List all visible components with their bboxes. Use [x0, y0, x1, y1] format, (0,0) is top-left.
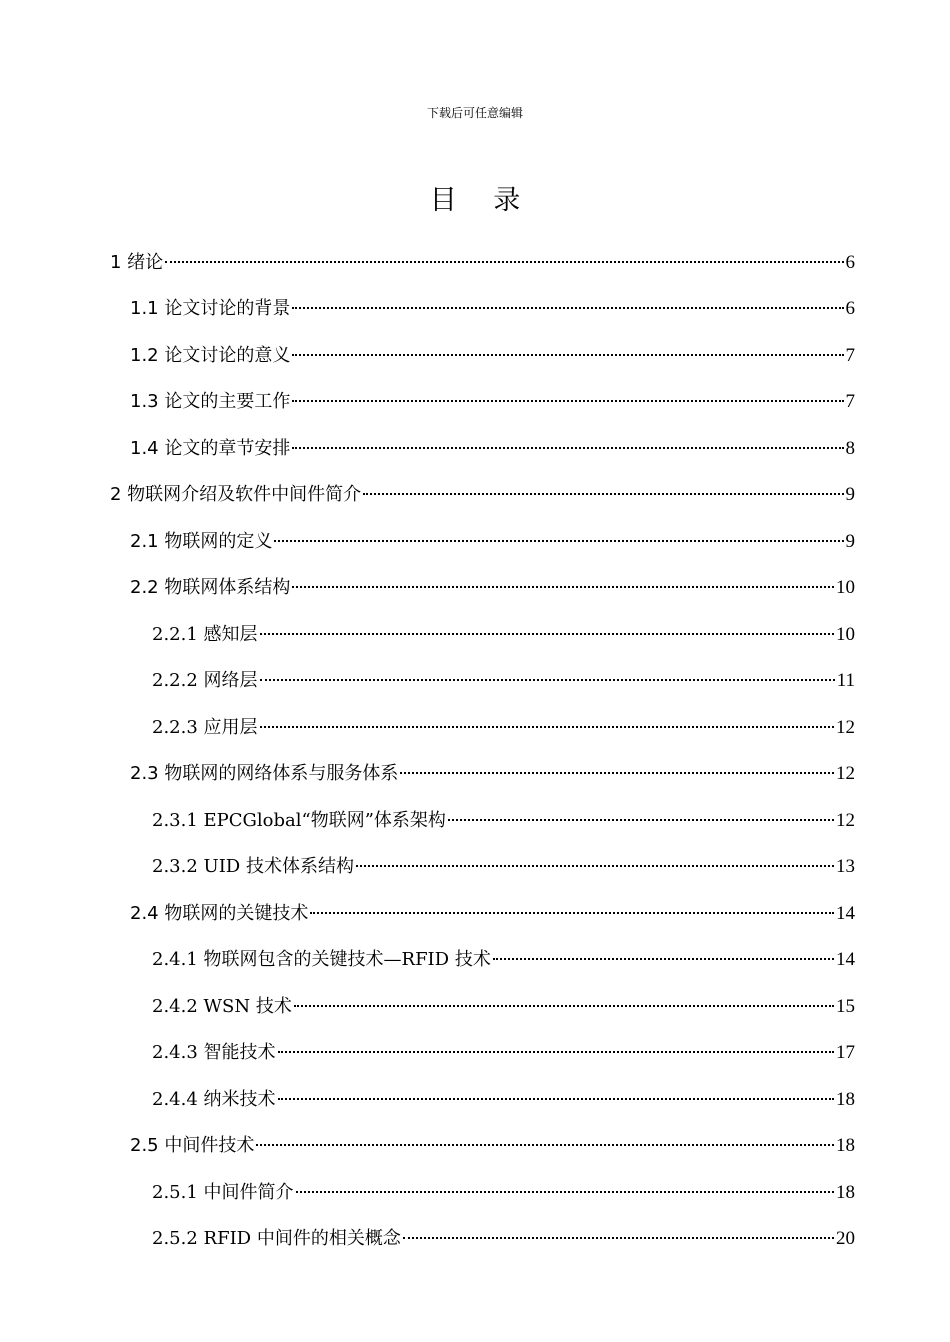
toc-entry-label: 2.3 物联网的网络体系与服务体系 [130, 763, 399, 784]
toc-entry-2-4-4[interactable] [0, 1082, 950, 1118]
toc-entry-label: 2.2.1 感知层 [152, 624, 258, 645]
dot-leader [310, 912, 834, 914]
dot-leader [292, 586, 834, 588]
page-title: 目 录 [429, 185, 535, 216]
toc-entry-label: 2.5.2 RFID 中间件的相关概念 [152, 1228, 401, 1249]
toc-entry-2-4-2[interactable] [0, 989, 950, 1025]
dot-leader [356, 865, 834, 867]
toc-entry-1-4[interactable] [0, 431, 950, 467]
dot-leader [294, 1005, 834, 1007]
toc-entry-page: 17 [836, 1042, 855, 1063]
toc-entry-page: 20 [836, 1228, 855, 1249]
toc-entry-page: 9 [845, 531, 855, 552]
toc-entry-page: 14 [836, 903, 855, 924]
toc-entry-page: 18 [836, 1182, 855, 1203]
header-note: 下载后可任意编辑 [426, 106, 523, 120]
toc-entry-2-3[interactable] [0, 756, 950, 792]
toc-entry-2-2-2[interactable] [0, 663, 950, 699]
dot-leader [278, 1098, 834, 1100]
toc-entry-label: 2.4.3 智能技术 [152, 1042, 276, 1063]
toc-entry-page: 6 [845, 252, 855, 273]
toc-entry-label: 1 绪论 [110, 252, 164, 273]
toc-entry-label: 2.4.1 物联网包含的关键技术—RFID 技术 [152, 949, 491, 970]
toc-entry-page: 12 [836, 810, 855, 831]
toc-entry-1-2[interactable] [0, 338, 950, 374]
dot-leader [493, 958, 834, 960]
dot-leader [274, 540, 843, 542]
toc-entry-page: 7 [845, 391, 855, 412]
toc-entry-page: 8 [845, 438, 855, 459]
toc-entry-2-3-2[interactable] [0, 849, 950, 885]
dot-leader [165, 261, 843, 263]
toc-entry-page: 18 [836, 1135, 855, 1156]
toc-entry-2-4-3[interactable] [0, 1035, 950, 1071]
toc-entry-page: 14 [836, 949, 855, 970]
toc-entry-2-3-1[interactable] [0, 803, 950, 839]
dot-leader [256, 1144, 834, 1146]
dot-leader [260, 633, 834, 635]
toc-entry-page: 13 [836, 856, 855, 877]
toc-entry-page: 12 [836, 763, 855, 784]
dot-leader [292, 400, 843, 402]
toc-entry-label: 2.5.1 中间件简介 [152, 1182, 294, 1203]
toc-entry-2-5-1[interactable] [0, 1175, 950, 1211]
dot-leader [292, 447, 843, 449]
toc-entry-label: 2 物联网介绍及软件中间件简介 [110, 484, 362, 505]
toc-entry-label: 2.2 物联网体系结构 [130, 577, 291, 598]
dot-leader [292, 354, 843, 356]
toc-entry-label: 1.3 论文的主要工作 [130, 391, 291, 412]
toc-entry-page: 6 [845, 298, 855, 319]
dot-leader [292, 307, 843, 309]
toc-entry-label: 2.1 物联网的定义 [130, 531, 273, 552]
toc-entry-page: 7 [845, 345, 855, 366]
toc-entry-page: 15 [836, 996, 855, 1017]
toc-entry-page: 9 [845, 484, 855, 505]
toc-entry-2-1[interactable] [0, 524, 950, 560]
toc-entry-1-1[interactable] [0, 291, 950, 327]
toc-entry-2-2[interactable] [0, 570, 950, 606]
dot-leader [400, 772, 834, 774]
dot-leader [363, 493, 843, 495]
toc-entry-2-4[interactable] [0, 896, 950, 932]
dot-leader [260, 679, 835, 681]
dot-leader [296, 1191, 834, 1193]
toc-entry-label: 2.5 中间件技术 [130, 1135, 255, 1156]
toc-entry-label: 1.1 论文讨论的背景 [130, 298, 291, 319]
toc-entry-2-5[interactable] [0, 1128, 950, 1164]
toc-entry-label: 2.3.2 UID 技术体系结构 [152, 856, 354, 877]
dot-leader [260, 726, 834, 728]
toc-entry-2-4-1[interactable] [0, 942, 950, 978]
toc-entry-label: 2.4.4 纳米技术 [152, 1089, 276, 1110]
toc-entry-label: 1.4 论文的章节安排 [130, 438, 291, 459]
toc-entry-page: 10 [836, 624, 855, 645]
toc-entry-1-3[interactable] [0, 384, 950, 420]
toc-entry-2-2-3[interactable] [0, 710, 950, 746]
toc-entry-label: 2.2.2 网络层 [152, 670, 258, 691]
toc-entry-label: 2.2.3 应用层 [152, 717, 258, 738]
toc-entry-label: 2.4.2 WSN 技术 [152, 996, 292, 1017]
toc-entry-2-5-2[interactable] [0, 1221, 950, 1257]
toc-entry-page: 12 [836, 717, 855, 738]
toc-entry-page: 10 [836, 577, 855, 598]
dot-leader [278, 1051, 834, 1053]
toc-entry-2[interactable] [0, 477, 950, 513]
toc-entry-page: 18 [836, 1089, 855, 1110]
dot-leader [403, 1237, 834, 1239]
toc-entry-page: 11 [836, 670, 855, 691]
toc-entry-2-2-1[interactable] [0, 617, 950, 653]
toc-entry-label: 2.3.1 EPCGlobal“物联网”体系架构 [152, 810, 446, 831]
toc-entry-label: 2.4 物联网的关键技术 [130, 903, 309, 924]
toc-entry-1[interactable] [0, 245, 950, 281]
dot-leader [448, 819, 834, 821]
toc-entry-label: 1.2 论文讨论的意义 [130, 345, 291, 366]
